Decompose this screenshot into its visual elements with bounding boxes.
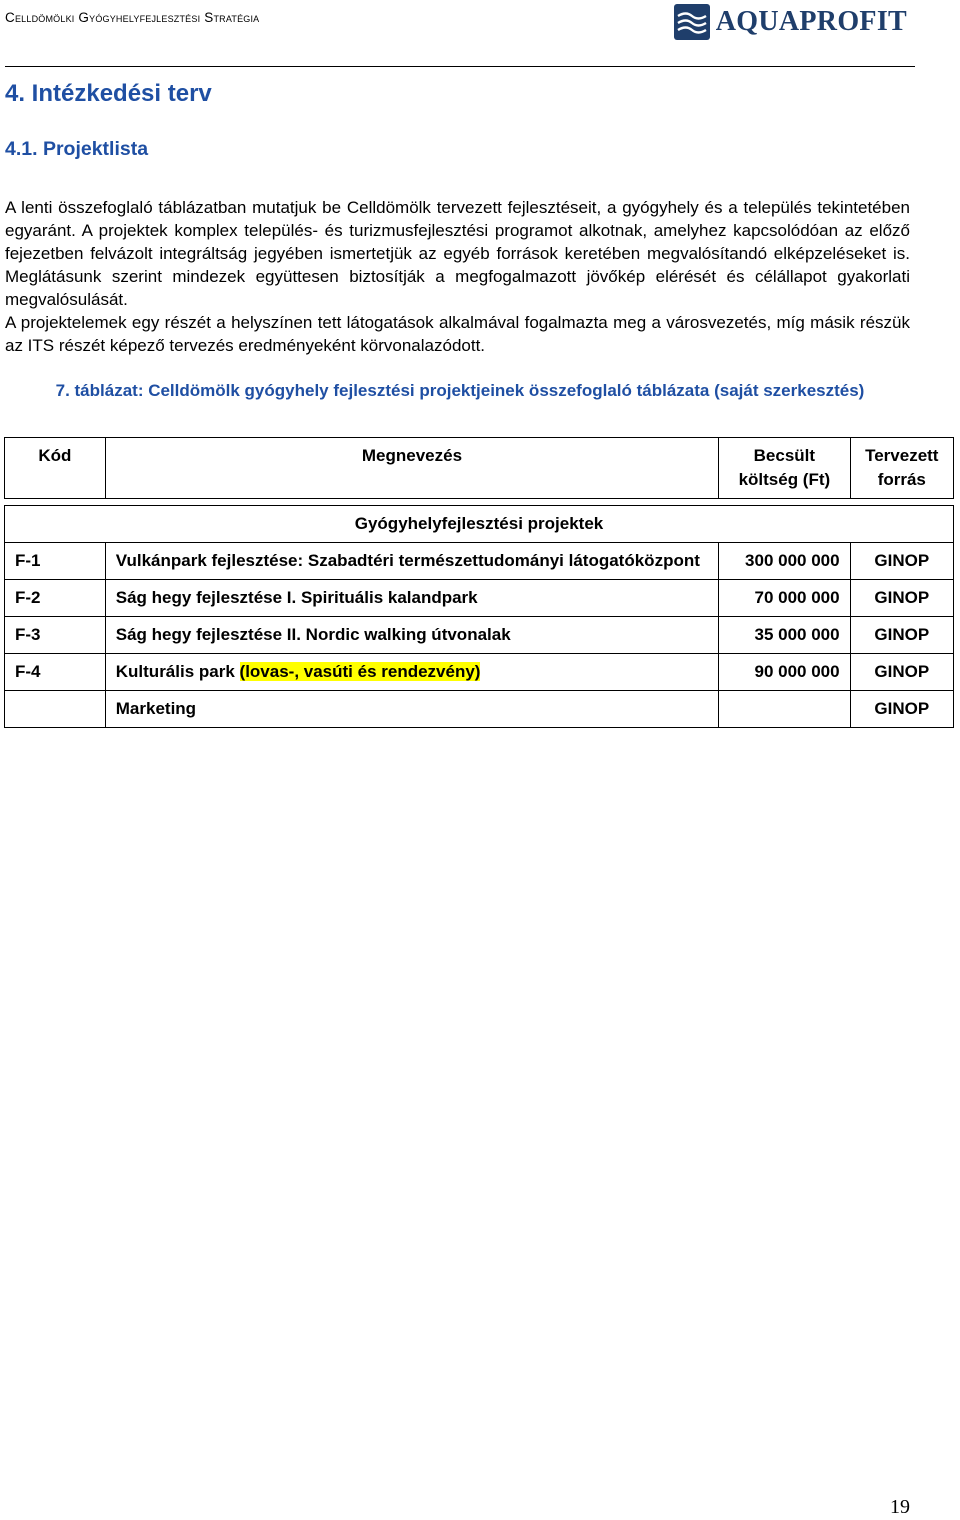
intro-text [5, 196, 910, 357]
table-row [5, 543, 954, 580]
header-code: Kód [5, 438, 106, 499]
row-code: F-4 [5, 654, 106, 691]
row-source: GINOP [850, 691, 953, 728]
table-row [5, 580, 954, 617]
company-logo [674, 2, 907, 42]
row-code: F-3 [5, 617, 106, 654]
section-title: Gyógyhelyfejlesztési projektek [5, 506, 954, 543]
table-row [5, 654, 954, 691]
page-number: 19 [890, 1496, 910, 1518]
project-table [4, 437, 954, 728]
row-cost: 70 000 000 [719, 580, 850, 617]
row-source: GINOP [850, 617, 953, 654]
chapter-heading: 4. Intézkedési terv [5, 80, 212, 107]
row-source: GINOP [850, 580, 953, 617]
row-cost: 300 000 000 [719, 543, 850, 580]
table-caption: 7. táblázat: Celldömölk gyógyhely fejlesztési projektjeinek összefoglaló táblázata (saját szerkesztés) [55, 381, 865, 400]
row-name-plain: Kulturális park [115, 662, 240, 681]
logo-text: AQUAPROFIT [715, 6, 907, 37]
section-heading: 4.1. Projektlista [5, 138, 149, 160]
row-cost: 35 000 000 [719, 617, 850, 654]
row-source: GINOP [850, 654, 953, 691]
row-code [5, 691, 106, 728]
document-title: Celldömölki Gyógyhelyfejlesztési Stratégia [5, 10, 260, 25]
section-row [5, 506, 954, 543]
header-cost: Becsült költség (Ft) [719, 438, 850, 499]
row-cost: 90 000 000 [719, 654, 850, 691]
row-name: Ság hegy fejlesztése II. Nordic walking útvonalak [105, 617, 718, 654]
header-name: Megnevezés [105, 438, 718, 499]
aquaprofit-logo-mark-icon [674, 4, 710, 40]
table-row [5, 617, 954, 654]
page-header [5, 0, 915, 67]
row-code: F-1 [5, 543, 106, 580]
table-header-row [5, 438, 954, 499]
row-cost [719, 691, 850, 728]
row-name [105, 654, 718, 691]
row-source: GINOP [850, 543, 953, 580]
row-name-highlight: (lovas-, vasúti és rendezvény) [239, 662, 481, 681]
table-spacer [5, 499, 954, 506]
row-name: Ság hegy fejlesztése I. Spirituális kalandpark [105, 580, 718, 617]
row-name: Vulkánpark fejlesztése: Szabadtéri természettudományi látogatóközpont [105, 543, 718, 580]
row-code: F-2 [5, 580, 106, 617]
header-source: Tervezett forrás [850, 438, 953, 499]
row-name: Marketing [105, 691, 718, 728]
intro-paragraph-1: A lenti összefoglaló táblázatban mutatjuk be Celldömölk tervezett fejlesztéseit, a gyógyhely és a település tekintetében egyaránt. A projektek komplex település- és turizmusfejlesztési programot alkotnak, amelyhez kapcsolódóan az előző fejezetben felvázolt integráltság jegyében ismertetjük az egyéb források keretében megvalósítandó elképzeléseket is. Meglátásunk szerint mindezek együttesen biztosítják a megfogalmazott jövőkép elérését és célállapot gyakorlati megvalósulását. [5, 198, 910, 309]
table-row [5, 691, 954, 728]
intro-paragraph-2: A projektelemek egy részét a helyszínen tett látogatások alkalmával fogalmazta meg a városvezetés, míg másik részük az ITS részét képező tervezés eredményeként körvonalazódott. [5, 313, 910, 355]
